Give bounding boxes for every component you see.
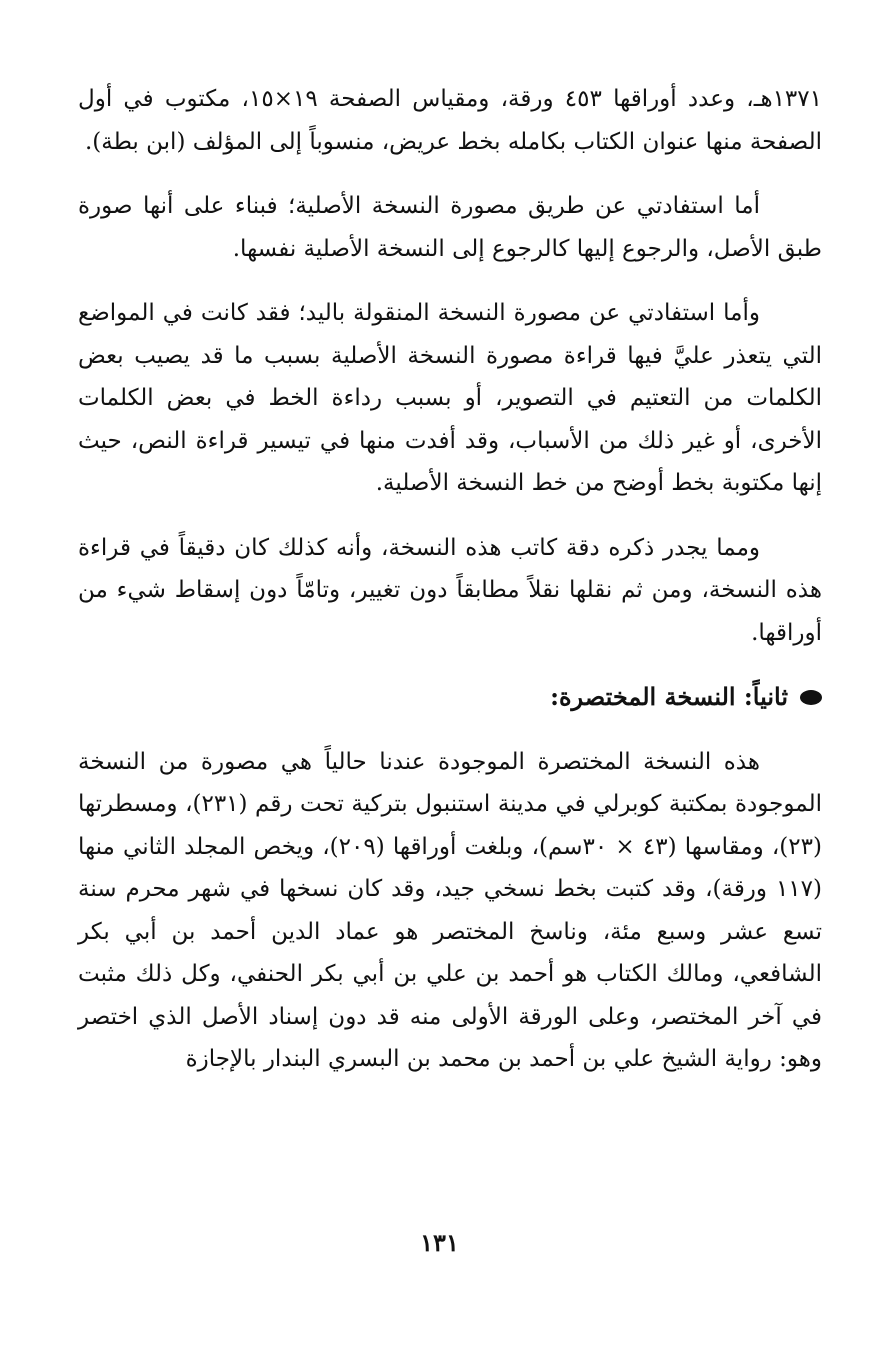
page-number: ١٣١: [420, 1228, 459, 1257]
paragraph-original-copy-use: أما استفادتي عن طريق مصورة النسخة الأصلية؛ فبناء على أنها صورة طبق الأصل، والرجوع إليها كالرجوع إلى النسخة الأصلية نفسها.: [78, 193, 822, 262]
paragraph-handcopy-use: وأما استفادتي عن مصورة النسخة المنقولة باليد؛ فقد كانت في المواضع التي يتعذر عليَّ فيها قراءة مصورة النسخة الأصلية بسبب ما قد يصيب بعض الكلمات من التعتيم في التصوير، أو بسبب رداءة الخط في بعض الكلمات الأخرى، أو غير ذلك من الأسباب، وقد أفدت منها في تيسير قراءة النص، حيث إنها مكتوبة بخط أوضح من خط النسخة الأصلية.: [78, 300, 822, 496]
section-heading: [78, 676, 822, 719]
section-heading-text: ثانياً: النسخة المختصرة:: [550, 682, 788, 711]
page-body: [78, 78, 822, 1103]
bullet-icon: [800, 690, 822, 705]
paragraph-abridged-copy: هذه النسخة المختصرة الموجودة عندنا حالياً هي مصورة من النسخة الموجودة بمكتبة كوبرلي في مدينة استنبول بتركية تحت رقم (٢٣١)، ومسطرتها (٢٣)، ومقاسها (٤٣ × ٣٠سم)، وبلغت أوراقها (٢٠٩)، ويخص المجلد الثاني منها (١١٧ ورقة)، وقد كتبت بخط نسخي جيد، وقد كان نسخها في شهر محرم سنة تسع عشر وسبع مئة، وناسخ المختصر هو عماد الدين أحمد بن أبي بكر الشافعي، ومالك الكتاب هو أحمد بن علي بن أبي بكر الحنفي، وكل ذلك مثبت في آخر المختصر، وعلى الورقة الأولى منه قد دون إسناد الأصل الذي اختصر وهو: رواية الشيخ علي بن أحمد بن محمد بن البسري البندار بالإجازة: [78, 748, 822, 1072]
paragraph-manuscript-description: ١٣٧١هـ، وعدد أوراقها ٤٥٣ ورقة، ومقياس الصفحة ١٩×١٥، مكتوب في أول الصفحة منها عنوان الكتاب بكامله بخط عريض، منسوباً إلى المؤلف (ابن بطة).: [78, 86, 822, 155]
paragraph-copyist-accuracy: ومما يجدر ذكره دقة كاتب هذه النسخة، وأنه كذلك كان دقيقاً في قراءة هذه النسخة، ومن ثم نقلها نقلاً مطابقاً دون تغيير، وتامّاً دون إسقاط شيء من أوراقها.: [78, 534, 822, 646]
